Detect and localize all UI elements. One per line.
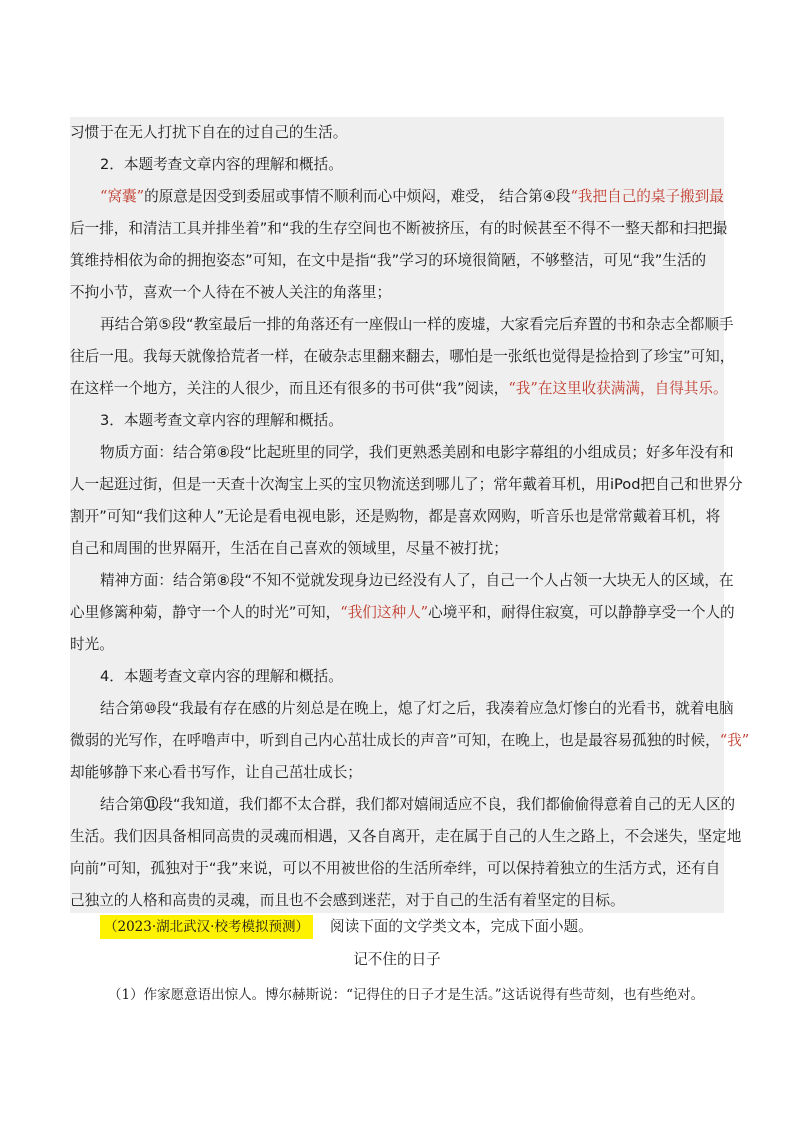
instruction-text: 阅读下面的文学类文本，完成下面小题。 xyxy=(330,918,593,935)
article-paragraph: （1）作家愿意语出惊人。博尔赫斯说：“记得住的日子才是生活。”这话说得有些苛刻，也有些绝对。 xyxy=(108,987,705,1003)
text-span: 在这样一个地方，关注的人很少，而且还有很多的书可供“我”阅读， xyxy=(70,380,509,397)
text-span: 心里修篱种菊，静守一个人的时光”可知， xyxy=(70,604,341,621)
paragraph-number: ⑪ xyxy=(143,796,159,813)
text-line xyxy=(70,725,750,757)
question-3-heading: 3．本题考查文章内容的理解和概括。 xyxy=(100,412,343,429)
text-line: 箕维持相依为命的拥抱姿态”可知，在文中是指“我”学习的环境很简陋，不够整洁，可见“我”生活的 xyxy=(70,252,707,269)
text-line: 割开”可知“我们这种人”无论是看电视电影，还是购物，都是喜欢网购，听音乐也是常常戴着耳机，将 xyxy=(70,508,721,525)
text-span: 结合第 xyxy=(100,796,144,813)
text-line: 生活。我们因具备相同高贵的灵魂而相遇，又各自离开，走在属于自己的人生之路上，不会迷失，坚定地 xyxy=(70,828,742,845)
text-line: 人一起逛过街，但是一天查十次淘宝上买的宝贝物流送到哪儿了；常年戴着耳机，用iPod把自己和世界分 xyxy=(70,476,743,493)
text-line: 往后一甩。我每天就像拾荒者一样，在破杂志里翻来翻去，哪怕是一张纸也觉得是捡拾到了珍宝”可知， xyxy=(70,348,735,365)
text-line: 时光。 xyxy=(70,636,114,653)
text-span: 的原意是因受到委屈或事情不顺利而心中烦闷，难受， 结合第④段 xyxy=(144,188,571,205)
answer-analysis-block xyxy=(70,117,750,913)
text-line xyxy=(70,373,728,405)
text-span: 微弱的光写作，在呼噜声中，听到自己内心茁壮成长的声音”可知，在晚上，也是最容易孤独的时候， xyxy=(70,732,720,749)
text-line: 再结合第⑤段“教室最后一排的角落还有一座假山一样的废墟，大家看完后弃置的书和杂志全都顺手 xyxy=(100,316,734,333)
text-line: 物质方面：结合第⑧段“比起班里的同学，我们更熟悉美剧和电影字幕组的小组成员；好多年没有和 xyxy=(100,444,734,461)
quoted-term: “我” xyxy=(719,732,750,749)
text-span: 段“我知道，我们都不太合群，我们都对嬉闹适应不良，我们都偷偷得意着自己的无人区的 xyxy=(158,796,736,813)
text-line xyxy=(70,789,736,821)
text-line: 向前”可知，孤独对于“我”来说，可以不用被世俗的生活所牵绊，可以保持着独立的生活方式，还有自 xyxy=(70,860,721,877)
text-line xyxy=(70,597,735,629)
text-line: 却能够静下来心看书写作，让自己茁壮成长； xyxy=(70,764,362,781)
text-line: 己独立的人格和高贵的灵魂，而且也不会感到迷茫，对于自己的生活有着坚定的目标。 xyxy=(70,892,625,909)
text-line: 精神方面：结合第⑧段“不知不觉就发现身边已经没有人了，自己一个人占领一大块无人的区域，在 xyxy=(100,572,734,589)
quoted-term: “窝囊” xyxy=(100,188,145,205)
highlighted-answer: “我”在这里收获满满，自得其乐。 xyxy=(508,380,728,397)
quoted-term: “我们这种人” xyxy=(340,604,429,621)
text-line: 结合第⑩段“我最有存在感的片刻总是在晚上，熄了灯之后，我凑着应急灯惨白的光看书，就着电脑 xyxy=(100,700,734,717)
text-line: 不拘小节，喜欢一个人待在不被人关注的角落里； xyxy=(70,284,392,301)
source-tag: （2023·湖北武汉·校考模拟预测） xyxy=(100,915,313,939)
text-line xyxy=(70,181,724,213)
question-2-heading: 2．本题考查文章内容的理解和概括。 xyxy=(100,156,343,173)
text-line: 后一排，和清洁工具并排坐着”和“我的生存空间也不断被挤压，有的时候甚至不得不一整天都和扫把撮 xyxy=(70,220,728,237)
article-title: 记不住的日子 xyxy=(353,951,441,968)
text-span: 心境平和，耐得住寂寞，可以静静享受一个人的 xyxy=(428,604,735,621)
text-line: 习惯于在无人打扰下自在的过自己的生活。 xyxy=(70,124,348,141)
question-4-heading: 4．本题考查文章内容的理解和概括。 xyxy=(100,668,343,685)
quoted-text: “我把自己的桌子搬到最 xyxy=(570,188,724,205)
text-line: 自己和周围的世界隔开，生活在自己喜欢的领域里，尽量不被打扰； xyxy=(70,540,508,557)
